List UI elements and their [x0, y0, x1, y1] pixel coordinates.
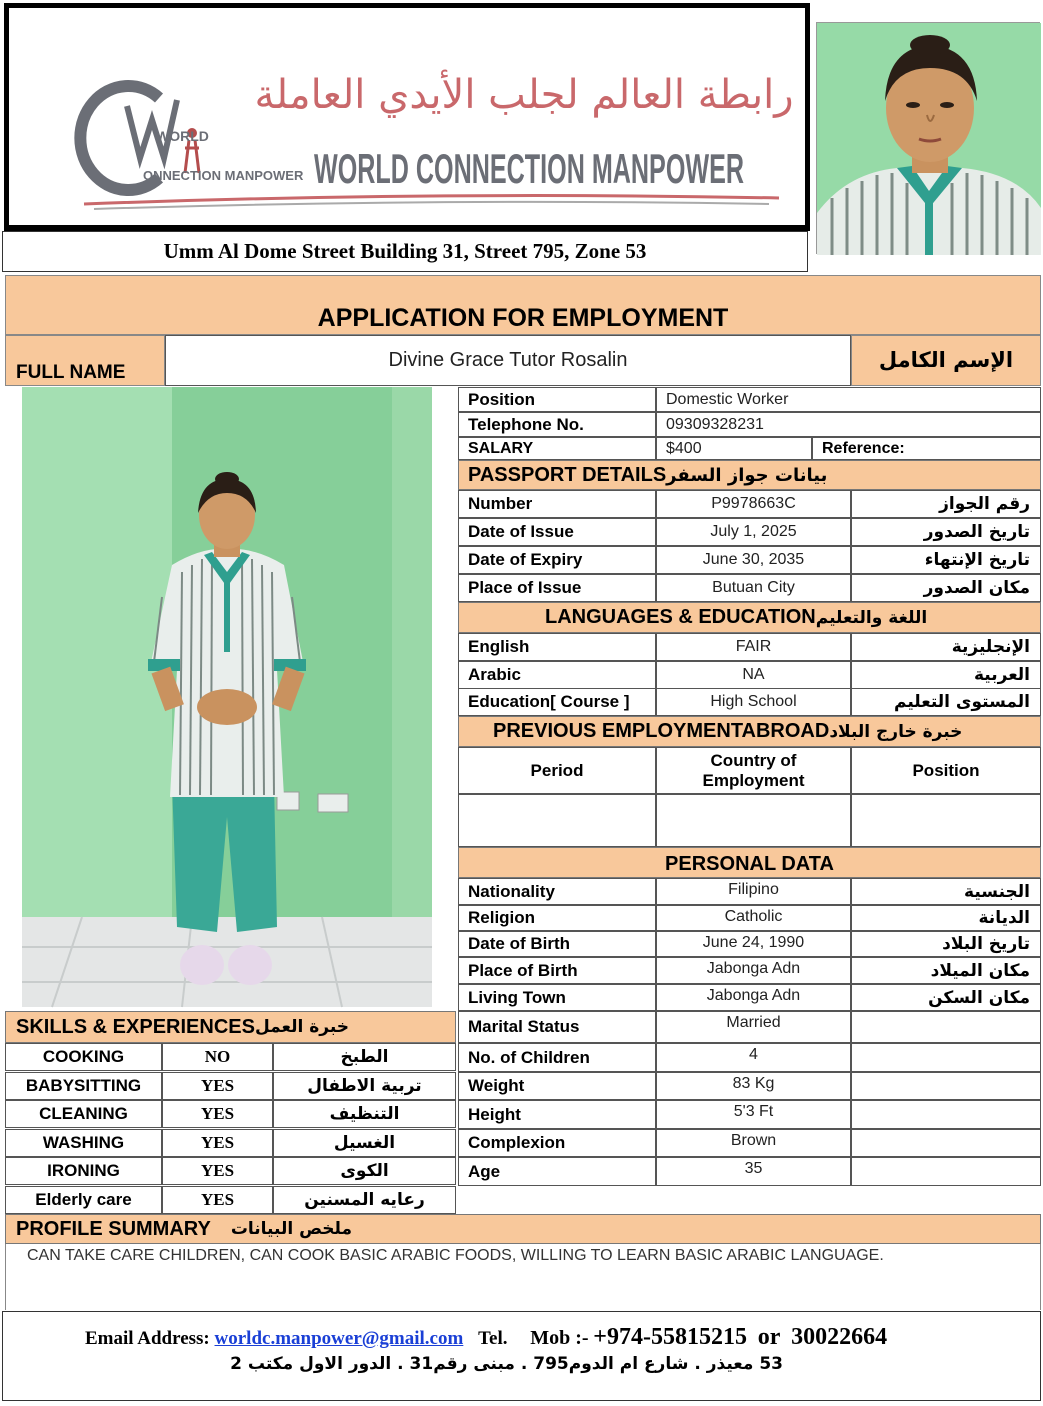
passport-row-arabic-label: تاريخ الصدور — [851, 518, 1041, 546]
mob-value: +974-55815215 — [593, 1324, 747, 1350]
skill-arabic-name: الطبخ — [273, 1043, 456, 1071]
or-label: or — [757, 1324, 781, 1350]
personal-row-arabic-label: مكان الميلاد — [851, 957, 1041, 984]
personal-row-value: Brown — [656, 1129, 851, 1157]
personal-row-value: Filipino — [656, 878, 851, 905]
salary-value: $400 — [656, 437, 812, 460]
passport-row-label: Number — [458, 490, 656, 518]
previous-employment-header — [458, 716, 1041, 747]
company-address: Umm Al Dome Street Building 31, Street 795, Zone 53 — [2, 231, 808, 272]
email-link[interactable]: worldc.manpower@gmail.com — [214, 1328, 464, 1349]
personal-row-label: Date of Birth — [458, 931, 656, 957]
languages-education-title-ar: اللغة والتعليم — [815, 607, 928, 628]
skill-name: Elderly care — [5, 1186, 162, 1214]
personal-row-label: Marital Status — [458, 1011, 656, 1043]
personal-row-label: Living Town — [458, 984, 656, 1011]
footer-arabic-address: 53 معيذر . شارع ام الدوم795 . مبنى رقم31 . الدور الاول مكتب 2 — [230, 1354, 783, 1374]
reference-label: Reference: — [812, 437, 1041, 460]
passport-row-value: June 30, 2035 — [656, 546, 851, 574]
language-row-arabic-label: الإنجليزية — [851, 633, 1041, 661]
mob-label: Mob :- — [530, 1327, 589, 1349]
skill-value: YES — [162, 1157, 273, 1185]
passport-row-label: Date of Issue — [458, 518, 656, 546]
personal-row-value: Married — [656, 1011, 851, 1043]
personal-data-title: PERSONAL DATA — [665, 853, 834, 875]
personal-row-value: 5'3 Ft — [656, 1100, 851, 1129]
passport-row-value: Butuan City — [656, 574, 851, 602]
form-title-band — [5, 275, 1041, 335]
full-name-arabic-label: الإسم الكامل — [851, 335, 1041, 386]
tel-label: Tel. — [478, 1328, 508, 1349]
col-country-header — [656, 747, 851, 794]
arabic-company-title: رابطة العالم لجلب الأيدي العاملة — [254, 72, 794, 118]
skills-experiences-title: SKILLS & EXPERIENCES — [16, 1015, 255, 1038]
col-position-header: Position — [851, 747, 1041, 794]
passport-row-value: P9978663C — [656, 490, 851, 518]
personal-data-header — [458, 847, 1041, 878]
col-period-header: Period — [458, 747, 656, 794]
personal-row-arabic-label: مكان السكن — [851, 984, 1041, 1011]
passport-row-label: Date of Expiry — [458, 546, 656, 574]
passport-details-title-ar: بيانات جواز السفر — [666, 464, 828, 486]
footer-contact-line — [85, 1324, 887, 1351]
languages-education-title: LANGUAGES & EDUCATION — [545, 606, 816, 628]
language-row-label: Education[ Course ] — [458, 688, 656, 716]
skill-value: YES — [162, 1186, 273, 1214]
personal-row-label: No. of Children — [458, 1043, 656, 1072]
alt-number: 30022664 — [791, 1324, 888, 1350]
previous-employment-title-ar: خبرة خارج البلاد — [829, 721, 963, 742]
salary-label: SALARY — [458, 437, 656, 460]
skill-arabic-name: رعايه المسنين — [273, 1186, 456, 1214]
passport-row-arabic-label: تاريخ الإنتهاء — [851, 546, 1041, 574]
personal-row-arabic-label — [851, 1011, 1041, 1043]
skill-name: IRONING — [5, 1157, 162, 1185]
personal-row-label: Height — [458, 1100, 656, 1129]
applicant-full-body-photo — [22, 387, 432, 1007]
profile-summary-box — [5, 1244, 1041, 1310]
personal-row-value: Catholic — [656, 905, 851, 931]
personal-row-arabic-label: تاريخ البلاد — [851, 931, 1041, 957]
col-country-header-line2: Employment — [702, 770, 805, 790]
skill-arabic-name: الكوى — [273, 1157, 456, 1185]
personal-row-arabic-label — [851, 1129, 1041, 1157]
language-row-value: FAIR — [656, 633, 851, 661]
personal-row-arabic-label — [851, 1072, 1041, 1100]
personal-row-arabic-label — [851, 1100, 1041, 1129]
profile-summary-text: CAN TAKE CARE CHILDREN, CAN COOK BASIC ARABIC FOODS, WILLING TO LEARN BASIC ARABIC LANGUAGE. — [27, 1247, 884, 1264]
skill-name: CLEANING — [5, 1100, 162, 1128]
logo-small-bottom-text: ONNECTION MANPOWER — [143, 168, 304, 183]
language-row-value: NA — [656, 661, 851, 689]
passport-row-arabic-label: مكان الصدور — [851, 574, 1041, 602]
skills-experiences-header — [5, 1011, 456, 1043]
personal-row-value: June 24, 1990 — [656, 931, 851, 957]
full-name-label: FULL NAME — [5, 335, 165, 386]
previous-empty-period — [458, 794, 656, 847]
company-logo — [9, 8, 805, 225]
skills-experiences-title-ar: خبرة العمل — [254, 1017, 350, 1037]
skill-name: WASHING — [5, 1129, 162, 1157]
personal-row-arabic-label — [851, 1043, 1041, 1072]
personal-row-value: 35 — [656, 1157, 851, 1186]
personal-row-label: Weight — [458, 1072, 656, 1100]
passport-row-value: July 1, 2025 — [656, 518, 851, 546]
skill-arabic-name: تربية الاطفال — [273, 1072, 456, 1100]
personal-row-value: Jabonga Adn — [656, 984, 851, 1011]
english-company-title: WORLD CONNECTION MANPOWER — [314, 145, 744, 192]
company-logo-banner — [4, 3, 810, 231]
language-row-label: Arabic — [458, 661, 656, 689]
logo-small-top-text: WORLD — [156, 128, 209, 144]
position-label: Position — [458, 387, 656, 412]
telephone-label: Telephone No. — [458, 412, 656, 437]
skill-value: YES — [162, 1129, 273, 1157]
personal-row-arabic-label: الجنسية — [851, 878, 1041, 905]
col-country-header-line1: Country of — [710, 750, 797, 770]
personal-row-label: Nationality — [458, 878, 656, 905]
language-row-arabic-label: المستوى التعليم — [851, 688, 1041, 716]
skill-name: COOKING — [5, 1043, 162, 1071]
passport-row-arabic-label: رقم الجواز — [851, 490, 1041, 518]
language-row-value: High School — [656, 688, 851, 716]
email-label: Email Address: — [85, 1328, 210, 1349]
previous-empty-country — [656, 794, 851, 847]
passport-row-label: Place of Issue — [458, 574, 656, 602]
personal-row-label: Age — [458, 1157, 656, 1186]
passport-details-header — [458, 460, 1041, 490]
applicant-portrait-photo — [816, 22, 1040, 254]
skill-arabic-name: التنظيف — [273, 1100, 456, 1128]
form-title: APPLICATION FOR EMPLOYMENT — [317, 304, 729, 332]
previous-empty-position — [851, 794, 1041, 847]
profile-summary-title-ar: ملخص البيانات — [230, 1219, 352, 1239]
personal-row-arabic-label: الديانة — [851, 905, 1041, 931]
skill-value: YES — [162, 1072, 273, 1100]
languages-education-header — [458, 602, 1041, 633]
personal-row-label: Religion — [458, 905, 656, 931]
personal-row-value: 4 — [656, 1043, 851, 1072]
passport-details-title: PASSPORT DETAILS — [468, 463, 667, 486]
personal-row-value: 83 Kg — [656, 1072, 851, 1100]
personal-row-value: Jabonga Adn — [656, 957, 851, 984]
language-row-arabic-label: العربية — [851, 661, 1041, 689]
skill-value: YES — [162, 1100, 273, 1128]
telephone-value: 09309328231 — [656, 412, 1041, 437]
personal-row-label: Complexion — [458, 1129, 656, 1157]
profile-summary-title: PROFILE SUMMARY — [16, 1217, 211, 1240]
skill-value: NO — [162, 1043, 273, 1071]
full-name-value: Divine Grace Tutor Rosalin — [165, 335, 851, 386]
personal-row-arabic-label — [851, 1157, 1041, 1186]
position-value: Domestic Worker — [656, 387, 1041, 412]
skill-arabic-name: الغسيل — [273, 1129, 456, 1157]
skill-name: BABYSITTING — [5, 1072, 162, 1100]
footer — [2, 1311, 1041, 1401]
profile-summary-header — [5, 1214, 1041, 1244]
personal-row-label: Place of Birth — [458, 957, 656, 984]
language-row-label: English — [458, 633, 656, 661]
previous-employment-title: PREVIOUS EMPLOYMENTABROAD — [493, 720, 830, 742]
